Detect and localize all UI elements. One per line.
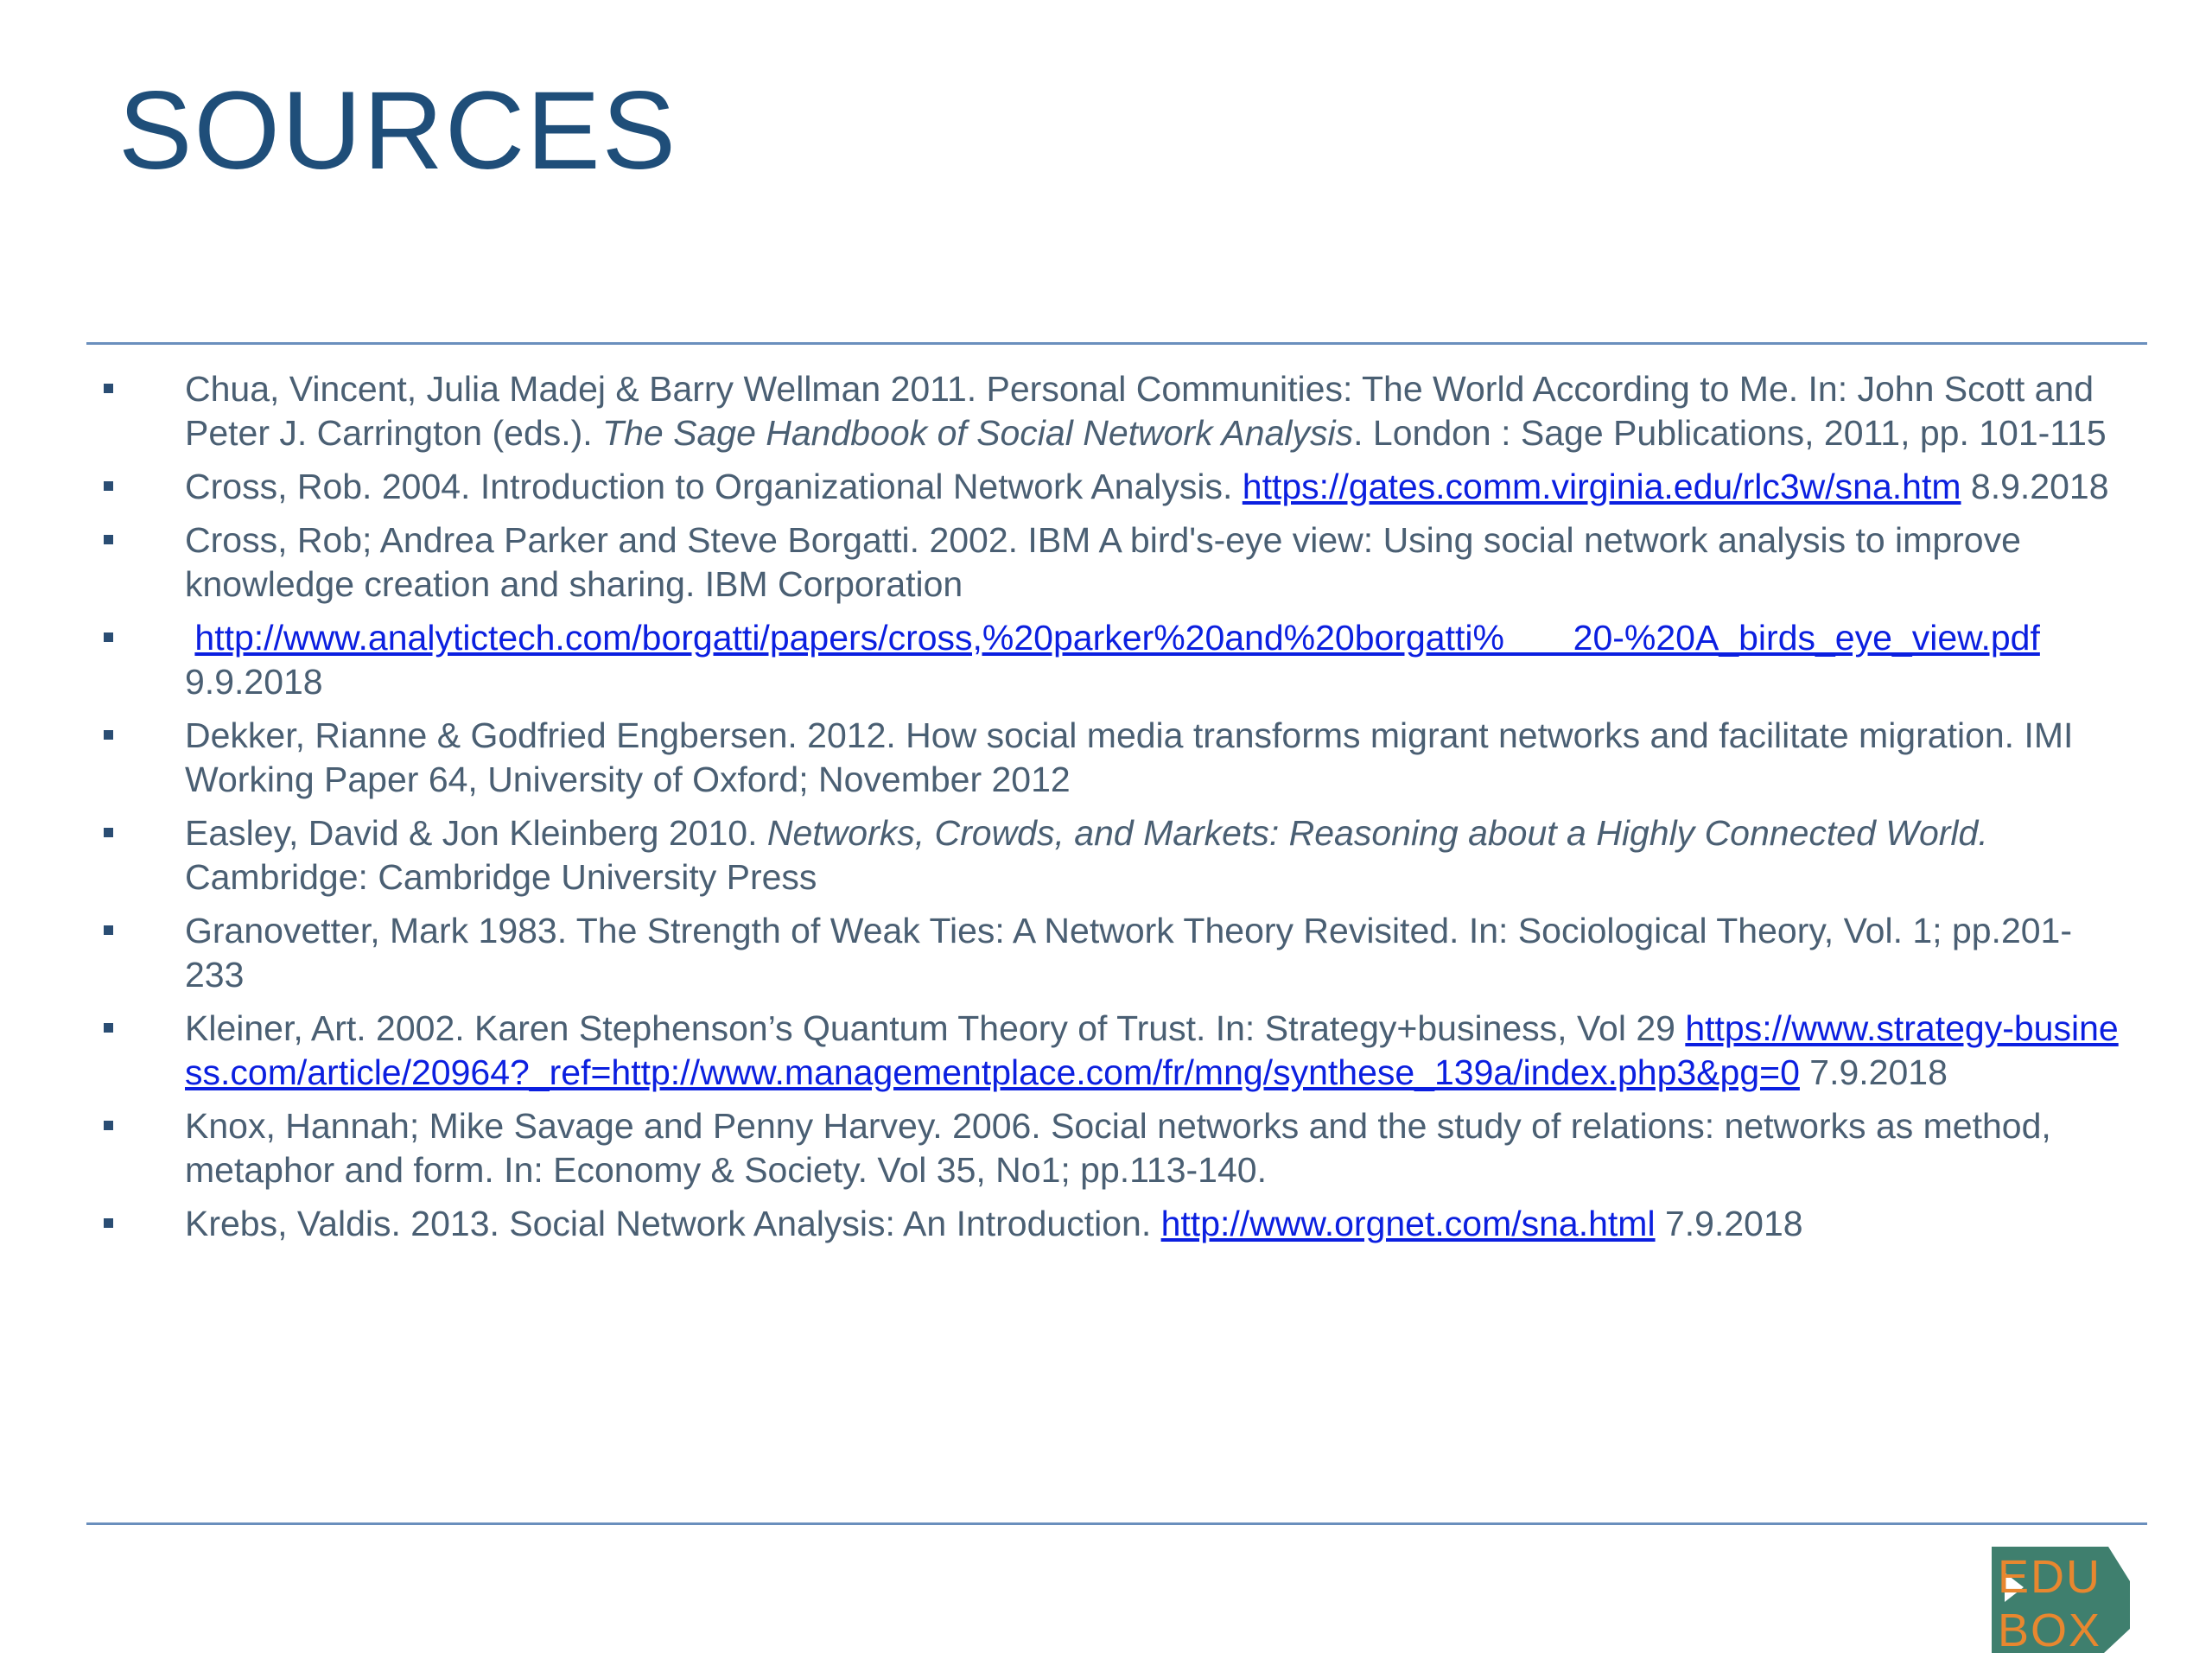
bottom-divider [86,1522,2147,1525]
source-item [95,714,2126,802]
source-item [95,465,2126,509]
bullet-icon [104,828,113,837]
source-link[interactable]: http://www.orgnet.com/sna.html [1160,1204,1656,1243]
source-date: 7.9.2018 [1799,1052,1948,1092]
source-item [95,367,2126,455]
source-text: Kleiner, Art. 2002. Karen Stephenson’s Quantum Theory of Trust. In: Strategy+business, Vol 29 [185,1008,1686,1048]
source-date: 8.9.2018 [1961,467,2109,506]
source-item [95,1104,2126,1192]
source-link[interactable]: http://www.analytictech.com/borgatti/papers/cross,%20parker%20and%20borgatti% 20-%20A_birds_eye_view.pdf [194,618,2040,658]
bullet-icon [104,730,113,740]
bullet-icon [104,1121,113,1130]
bullet-icon [104,384,113,393]
bullet-icon [104,1218,113,1228]
source-item [95,909,2126,997]
bullet-icon [104,632,113,642]
source-text: Cross, Rob. 2004. Introduction to Organizational Network Analysis. [185,467,1243,506]
source-link[interactable]: https://gates.comm.virginia.edu/rlc3w/sna.htm [1242,467,1961,506]
source-text: Cambridge: Cambridge University Press [185,857,817,897]
logo-line1: EDU [1998,1551,2102,1603]
bullet-icon [104,925,113,935]
source-date: 9.9.2018 [185,662,323,702]
page-title: SOURCES [118,69,677,193]
logo-line2: BOX [1998,1605,2102,1655]
source-text: Easley, David & Jon Kleinberg 2010. [185,813,767,853]
source-item [95,616,2126,704]
source-item [95,1202,2126,1246]
bullet-icon [104,481,113,491]
source-text: Cross, Rob; Andrea Parker and Steve Borgatti. 2002. IBM A bird's-eye view: Using social network analysis to improve knowledge creation and sharing. IBM Corporation [185,520,2021,604]
source-date: 7.9.2018 [1655,1204,1803,1243]
bullet-icon [104,1023,113,1033]
source-title-italic: Networks, Crowds, and Markets: Reasoning about a Highly Connected World. [766,813,1988,853]
source-item [95,1007,2126,1095]
source-text: . London : Sage Publications, 2011, pp. 101-115 [1353,413,2107,453]
source-link[interactable]: https://www.strategy-business.com/article/20964?_ref=http://www.managementplace.com/fr/mng/synthese_139a/index.php3&pg=0 [185,1008,2119,1092]
source-text: Krebs, Valdis. 2013. Social Network Analysis: An Introduction. [185,1204,1161,1243]
source-text: Dekker, Rianne & Godfried Engbersen. 2012. How social media transforms migrant networks and facilitate migration. IMI Working Paper 64, University of Oxford; November 2012 [185,715,2074,799]
source-text [185,618,194,658]
source-text: Chua, Vincent, Julia Madej & Barry Wellman 2011. Personal Communities: The World According to Me. In: John Scott and Peter J. Carrington (eds.). [185,369,2094,453]
sources-list [95,367,2126,1255]
top-divider [86,342,2147,345]
bullet-icon [104,535,113,544]
source-item [95,811,2126,899]
edubox-logo [1987,1542,2134,1655]
source-item [95,518,2126,607]
source-text: Knox, Hannah; Mike Savage and Penny Harvey. 2006. Social networks and the study of relations: networks as method, metaphor and form. In: Economy & Society. Vol 35, No1; pp.113-140. [185,1106,2051,1190]
source-title-italic: The Sage Handbook of Social Network Analysis [602,413,1354,453]
source-text: Granovetter, Mark 1983. The Strength of Weak Ties: A Network Theory Revisited. In: Sociological Theory, Vol. 1; pp.201-233 [185,911,2073,995]
